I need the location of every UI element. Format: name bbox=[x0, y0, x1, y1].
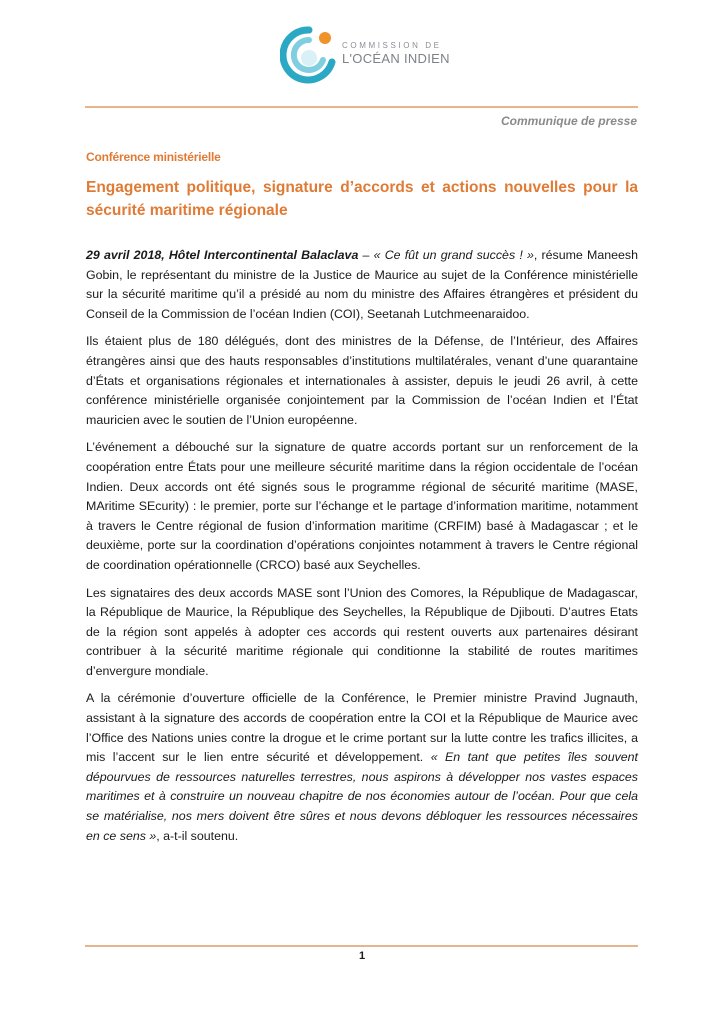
paragraph-1 bbox=[86, 246, 638, 324]
header-divider bbox=[85, 106, 638, 108]
paragraph-text: A la cérémonie d’ouverture officielle de la Conférence, le Premier ministre Pravind Jugnauth, assistant à la signature des accords de coopération entre la COI et la République de Maurice avec l’Office des Nations unies contre la drogue et le crime portant sur la lutte contre les trafics illicites, a mis l’accent sur le lien entre sécurité et développement. bbox=[86, 691, 638, 765]
quote: « Ce fût un grand succès ! » bbox=[373, 248, 534, 262]
paragraph-text: , résume Maneesh Gobin, le représentant du ministre de la Justice de Maurice au sujet de la Conférence ministérielle sur la sécurité maritime qu’il a présidé au nom du ministre des Affaires étrangères et président du Conseil de la Commission de l’océan Indien (COI), Seetanah Lutchmeenaraidoo. bbox=[86, 248, 638, 321]
paragraph-4: Les signataires des deux accords MASE sont l’Union des Comores, la République de Madagascar, la République de Maurice, la République des Seychelles, la République de Djibouti. D’autres Etats de la région sont appelés à adopter ces accords qui restent ouverts aux partenaires désirant contribuer à la sécurité maritime régionale qui conditionne la stabilité de routes maritimes d’envergure mondiale. bbox=[86, 585, 638, 678]
paragraph-3: L’événement a débouché sur la signature de quatre accords portant sur un renforcement de la coopération entre États pour une meilleure sécurité maritime dans la région occidentale de l’océan Indien. Deux accords ont été signés sous le programme régional de sécurité maritime (MASE, MAritime SEcurity) : le premier, porte sur l’échange et le partage d’information maritime, notamment à travers le Centre régional de fusion d’information maritime (CRFIM) basé à Madagascar ; et le deuxième, porte sur la coordination d’opérations conjointes notamment à travers le Centre régional de coordination opérationnelle (CRCO) basé aux Seychelles. bbox=[86, 440, 638, 572]
paragraph-5 bbox=[86, 689, 638, 846]
footer-divider bbox=[85, 945, 638, 947]
logo-text-line2: L'OCÉAN INDIEN bbox=[342, 51, 450, 66]
article-body bbox=[86, 246, 638, 854]
coi-logo-icon bbox=[280, 26, 338, 84]
document-type-label: Communique de presse bbox=[500, 114, 637, 128]
logo-text-line1: COMMISSION DE bbox=[342, 41, 442, 50]
paragraph-text: , a-t-il soutenu. bbox=[156, 828, 239, 843]
dateline: 29 avril 2018, Hôtel Intercontinental Balaclava bbox=[86, 248, 359, 262]
paragraph-2: Ils étaient plus de 180 délégués, dont des ministres de la Défense, de l’Intérieur, des Affaires étrangères ainsi que des hauts responsables d’institutions multilatérales, venant d’une quarantaine d’États et organisations régionales et internationales à assister, depuis le jeudi 26 avril, à cette conférence ministérielle organisée conjointement par la Commission de l’océan Indien et l’État mauricien avec le soutien de l’Union européenne. bbox=[86, 334, 638, 427]
dateline-dash: – bbox=[358, 248, 374, 262]
article-kicker: Conférence ministérielle bbox=[86, 150, 221, 164]
page-number: 1 bbox=[358, 950, 366, 962]
article-headline: Engagement politique, signature d’accords et actions nouvelles pour la sécurité maritime régionale bbox=[86, 179, 638, 219]
coi-logo bbox=[280, 26, 470, 86]
quote: « En tant que petites îles souvent dépourvues de ressources naturelles terrestres, nous aspirons à développer nos vastes espaces maritimes et à construire un nouveau chapitre de nos économies autour de l’océan. Pour que cela se matérialise, nos mers doivent être sûres et nous devons débloquer les ressources nécessaires en ce sens » bbox=[86, 750, 639, 843]
